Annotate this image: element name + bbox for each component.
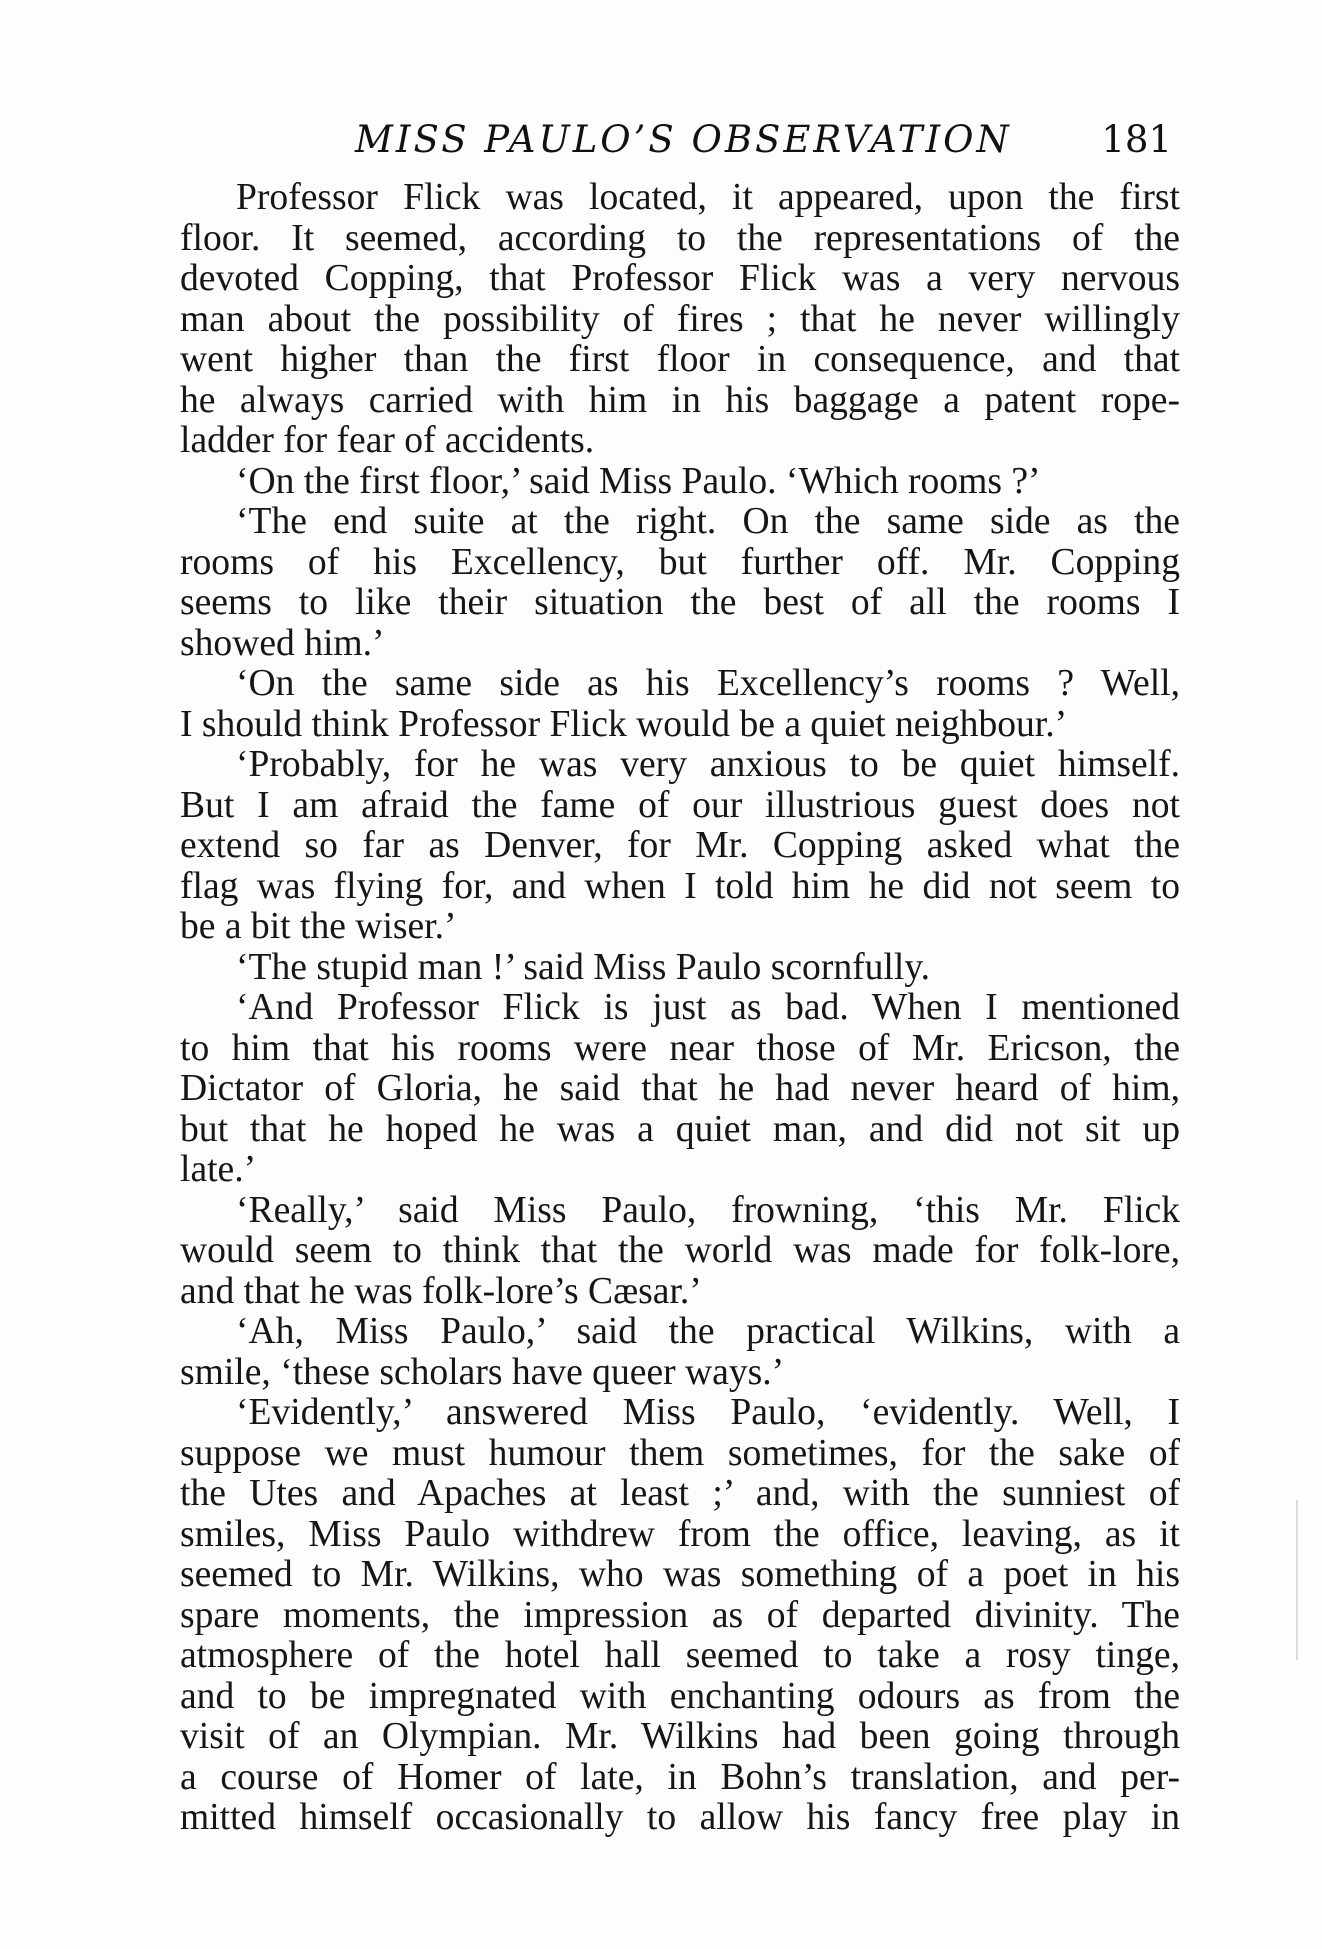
page-edge-mark xyxy=(1296,1500,1298,1660)
text-line: visit of an Olympian. Mr. Wilkins had been going through xyxy=(180,1716,1180,1757)
text-line: ‘Really,’ said Miss Paulo, frowning, ‘this Mr. Flick xyxy=(236,1189,1180,1231)
page-number: 181 xyxy=(1101,118,1172,161)
text-line: devoted Copping, that Professor Flick was a very nervous xyxy=(180,258,1180,299)
text-line: would seem to think that the world was made for folk-lore, xyxy=(180,1230,1180,1271)
text-line: Professor Flick was located, it appeared, upon the first xyxy=(236,177,1180,218)
paragraph xyxy=(180,502,1180,664)
text-line: be a bit the wiser.’ xyxy=(180,906,457,947)
paragraph xyxy=(180,745,1180,948)
text-line: the Utes and Apaches at least ;’ and, with the sunniest of xyxy=(180,1473,1180,1514)
text-line: ‘And Professor Flick is just as bad. When I mentioned xyxy=(236,987,1180,1028)
text-line: smiles, Miss Paulo withdrew from the office, leaving, as it xyxy=(180,1513,1180,1555)
text-line: extend so far as Denver, for Mr. Copping asked what the xyxy=(180,825,1180,866)
text-line: and that he was folk-lore’s Cæsar.’ xyxy=(180,1270,702,1312)
text-line: ladder for fear of accidents. xyxy=(180,420,595,461)
text-line: went higher than the first floor in consequence, and that xyxy=(180,339,1180,380)
text-line: floor. It seemed, according to the representations of the xyxy=(180,217,1180,259)
text-line: smile, ‘these scholars have queer ways.’ xyxy=(180,1351,785,1393)
text-line: But I am afraid the fame of our illustrious guest does not xyxy=(180,784,1180,826)
text-line: man about the possibility of fires ; that he never willingly xyxy=(180,298,1180,340)
paragraph xyxy=(180,178,1180,462)
text-line: ‘The end suite at the right. On the same side as the xyxy=(236,501,1180,542)
text-line: ‘On the first floor,’ said Miss Paulo. ‘Which rooms ?’ xyxy=(236,460,1041,502)
body-text xyxy=(180,178,1180,1839)
text-line: seemed to Mr. Wilkins, who was something of a poet in his xyxy=(180,1554,1180,1595)
text-line: mitted himself occasionally to allow his fancy free play in xyxy=(180,1797,1180,1838)
text-line: rooms of his Excellency, but further off. Mr. Copping xyxy=(180,541,1180,583)
text-line: ‘On the same side as his Excellency’s rooms ? Well, xyxy=(236,663,1180,704)
text-line: he always carried with him in his baggage a patent rope- xyxy=(180,379,1180,421)
text-line: ‘Probably, for he was very anxious to be quiet himself. xyxy=(236,744,1180,785)
running-title: MISS PAULO’S OBSERVATION xyxy=(355,118,1012,161)
text-line: but that he hoped he was a quiet man, and did not sit up xyxy=(180,1108,1180,1150)
text-line: showed him.’ xyxy=(180,622,385,664)
text-line: seems to like their situation the best of all the rooms I xyxy=(180,582,1180,623)
paragraph xyxy=(180,1312,1180,1393)
paragraph xyxy=(180,948,1180,989)
text-line: flag was flying for, and when I told him he did not seem to xyxy=(180,865,1180,907)
paragraph xyxy=(180,1191,1180,1313)
paragraph xyxy=(180,988,1180,1191)
text-line: ‘The stupid man !’ said Miss Paulo scornfully. xyxy=(236,946,931,988)
page-header xyxy=(180,112,1180,172)
text-line: a course of Homer of late, in Bohn’s translation, and per- xyxy=(180,1756,1180,1798)
text-line: ‘Ah, Miss Paulo,’ said the practical Wilkins, with a xyxy=(236,1311,1180,1352)
text-line: to him that his rooms were near those of Mr. Ericson, the xyxy=(180,1027,1180,1069)
text-line: atmosphere of the hotel hall seemed to take a rosy tinge, xyxy=(180,1635,1180,1676)
paragraph xyxy=(180,1393,1180,1839)
text-line: Dictator of Gloria, he said that he had never heard of him, xyxy=(180,1068,1180,1109)
text-line: suppose we must humour them sometimes, for the sake of xyxy=(180,1432,1180,1474)
paragraph xyxy=(180,664,1180,745)
text-line: ‘Evidently,’ answered Miss Paulo, ‘evidently. Well, I xyxy=(236,1392,1180,1433)
text-line: late.’ xyxy=(180,1149,257,1190)
text-line: I should think Professor Flick would be a quiet neighbour.’ xyxy=(180,703,1068,745)
text-line: spare moments, the impression as of departed divinity. The xyxy=(180,1594,1180,1636)
paragraph xyxy=(180,462,1180,503)
text-line: and to be impregnated with enchanting odours as from the xyxy=(180,1675,1180,1717)
